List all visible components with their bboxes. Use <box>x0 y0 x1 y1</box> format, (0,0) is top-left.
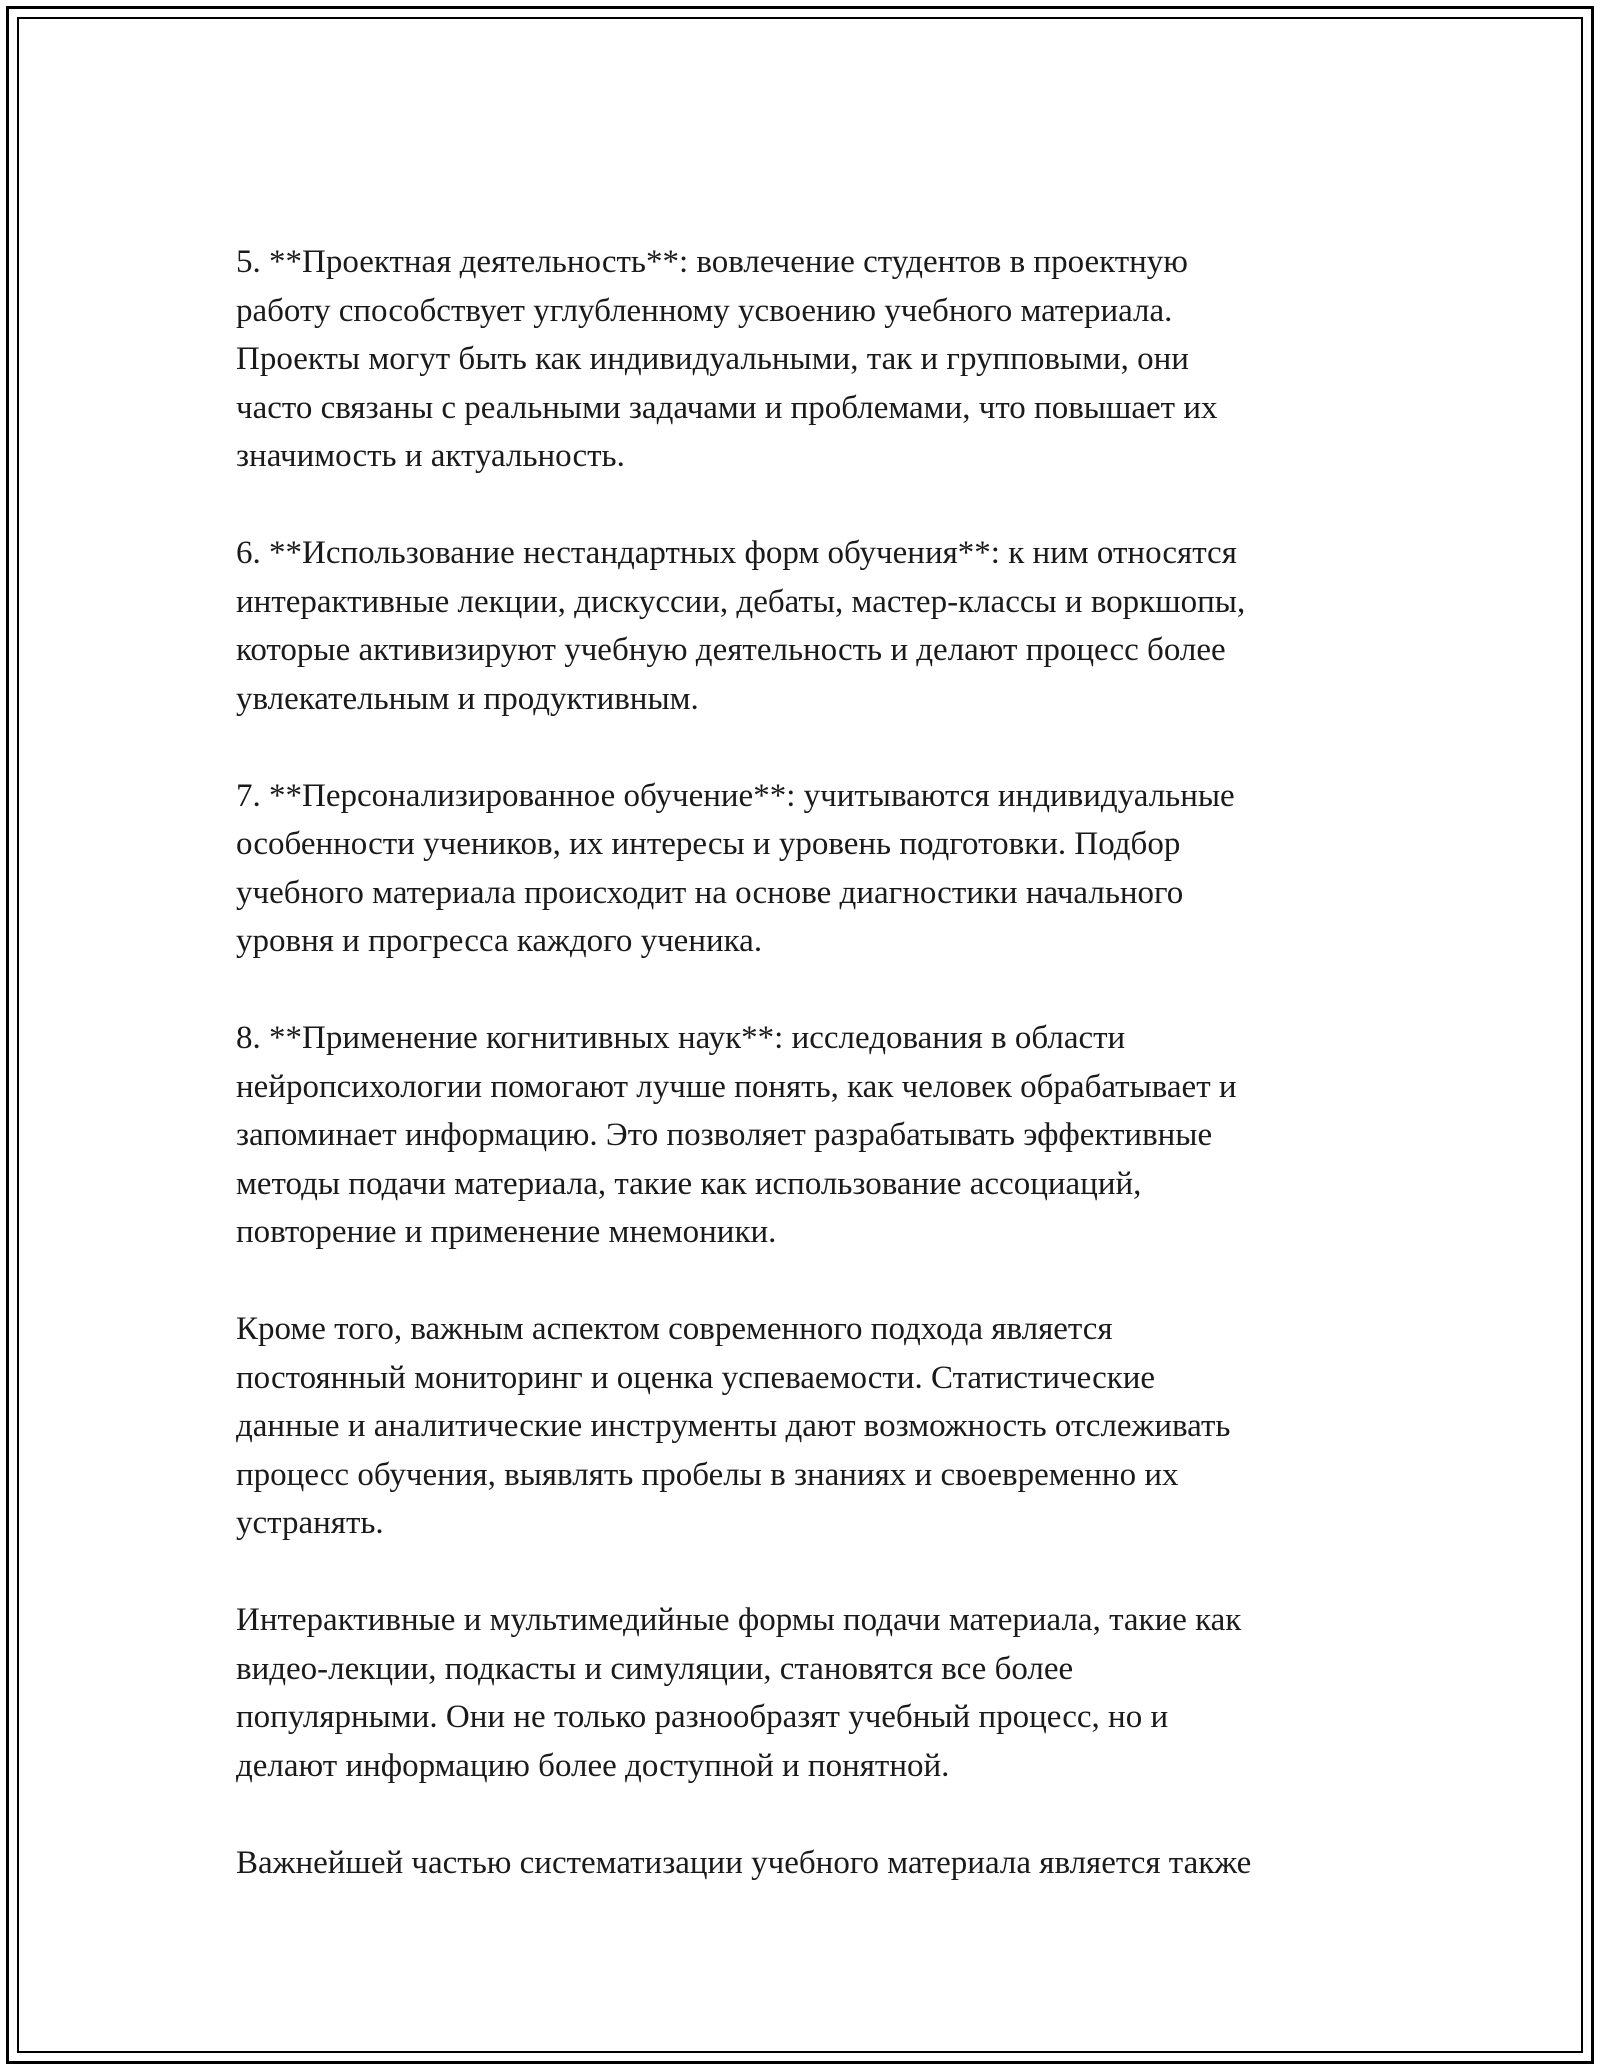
document-body <box>236 238 1376 1887</box>
paragraph-personalized-learning: 7. **Персонализированное обучение**: учитываются индивидуальные особенности учеников, их интересы и уровень подготовки. Подбор учебного материала происходит на основе диагностики начального уровня и прогресса каждого ученика. <box>236 777 1235 959</box>
paragraph-monitoring: Кроме того, важным аспектом современного подхода является постоянный мониторинг и оценка успеваемости. Статистические данные и аналитические инструменты дают возможность отслеживать процесс обучения, выявлять пробелы в знаниях и своевременно их устранять. <box>236 1311 1231 1541</box>
paragraph-nonstandard-forms: 6. **Использование нестандартных форм обучения**: к ним относятся интерактивные лекции, дискуссии, дебаты, мастер-классы и воркшопы, которые активизируют учебную деятельность и делают процесс более увлекательным и продуктивным. <box>236 535 1246 717</box>
paragraph-multimedia: Интерактивные и мультимедийные формы подачи материала, такие как видео-лекции, подкасты и симуляции, становятся все более популярными. Они не только разнообразят учебный процесс, но и делают информацию более доступной и понятной. <box>236 1602 1242 1784</box>
paragraph-systematization: Важнейшей частью систематизации учебного материала является также <box>236 1844 1252 1881</box>
paragraph-cognitive-sciences: 8. **Применение когнитивных наук**: исследования в области нейропсихологии помогают лучше понять, как человек обрабатывает и запоминает информацию. Это позволяет разрабатывать эффективные методы подачи материала, такие как использование ассоциаций, повторение и применение мнемоники. <box>236 1020 1237 1250</box>
paragraph-project-activity: 5. **Проектная деятельность**: вовлечение студентов в проектную работу способствует углубленному усвоению учебного материала. Проекты могут быть как индивидуальными, так и групповыми, они часто связаны с реальными задачами и проблемами, что повышает их значимость и актуальность. <box>236 244 1218 474</box>
